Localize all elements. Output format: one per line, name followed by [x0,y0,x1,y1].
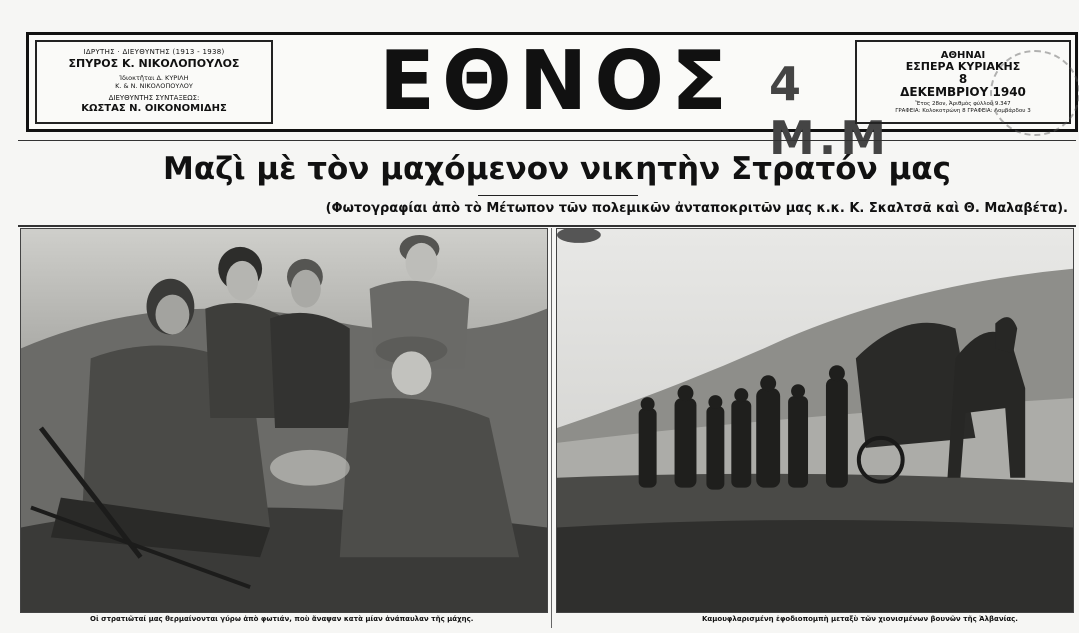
month-year: ΔΕΚΕΜΒΡΙΟΥ 1940 [900,85,1026,99]
founder-name: ΣΠΥΡΟΣ Κ. ΝΙΚΟΛΟΠΟΥΛΟΣ [68,57,240,70]
headline-rule [478,195,638,196]
editor-name: ΚΩΣΤΑΣ Ν. ΟΙΚΟΝΟΜΙΔΗΣ [81,103,227,114]
library-stamp [990,50,1079,136]
owners-line-2: Κ. & Ν. ΝΙΚΟΛΟΠΟΥΛΟΥ [115,82,193,90]
editor-label: ΔΙΕΥΘΥΝΤΗΣ ΣΥΝΤΑΞΕΩΣ: [108,94,200,102]
masthead-title-area [291,34,891,165]
photo-convoy-mountains [556,228,1074,613]
day-label: ΕΣΠΕΡΑ ΚΥΡΙΑΚΗΣ [905,60,1021,73]
owners-line-1: Ἰδιοκτῆται Δ. ΚΥΡΙΛΗ [119,74,189,82]
headline-section [18,140,1076,227]
headline: Μαζὶ μὲ τὸν μαχόμενον νικητὴν Στρατόν μας [163,151,951,187]
founder-label: ΙΔΡΥΤΗΣ · ΔΙΕΥΘΥΝΤΗΣ (1913 - 1938) [83,48,225,56]
date-number: 8 [958,72,968,86]
photo-soldiers-fire [20,228,548,613]
caption-right: Καμουφλαρισμένη ἐφοδιοπομπὴ μεταξὺ τῶν χιονισμένων βουνῶν τῆς Ἀλβανίας. [702,615,1018,623]
newspaper-title: ΕΘΝΟΣ [379,34,735,129]
offices-info: ΓΡΑΦΕΙΑ: Κολοκοτρώνη 8 ΓΡΑΦΕΙΑ: Λομβάρδου 3 [895,108,1031,114]
masthead-left-box [35,40,273,124]
masthead [26,32,1078,165]
city: ΑΘΗΝΑΙ [940,50,986,61]
subheadline: (Φωτογραφίαι ἀπὸ τὸ Μέτωπον τῶν πολεμικῶν ἀνταποκριτῶν μας κ.κ. Κ. Σκαλτσᾶ καὶ Θ. Μαλαβέτα). [325,201,1068,216]
edition-label: 4 Μ.Μ [769,57,891,165]
issue-info: Ἔτος 28ον, Ἀριθμὸς φύλλου 9.347 [915,101,1011,107]
caption-left: Οἱ στρατιῶταί μας θερμαίνονται γύρω ἀπὸ φωτιάν, ποὺ ἄναψαν κατὰ μίαν ἀνάπαυλαν τῆς μάχης. [90,615,474,623]
column-divider [551,228,552,628]
